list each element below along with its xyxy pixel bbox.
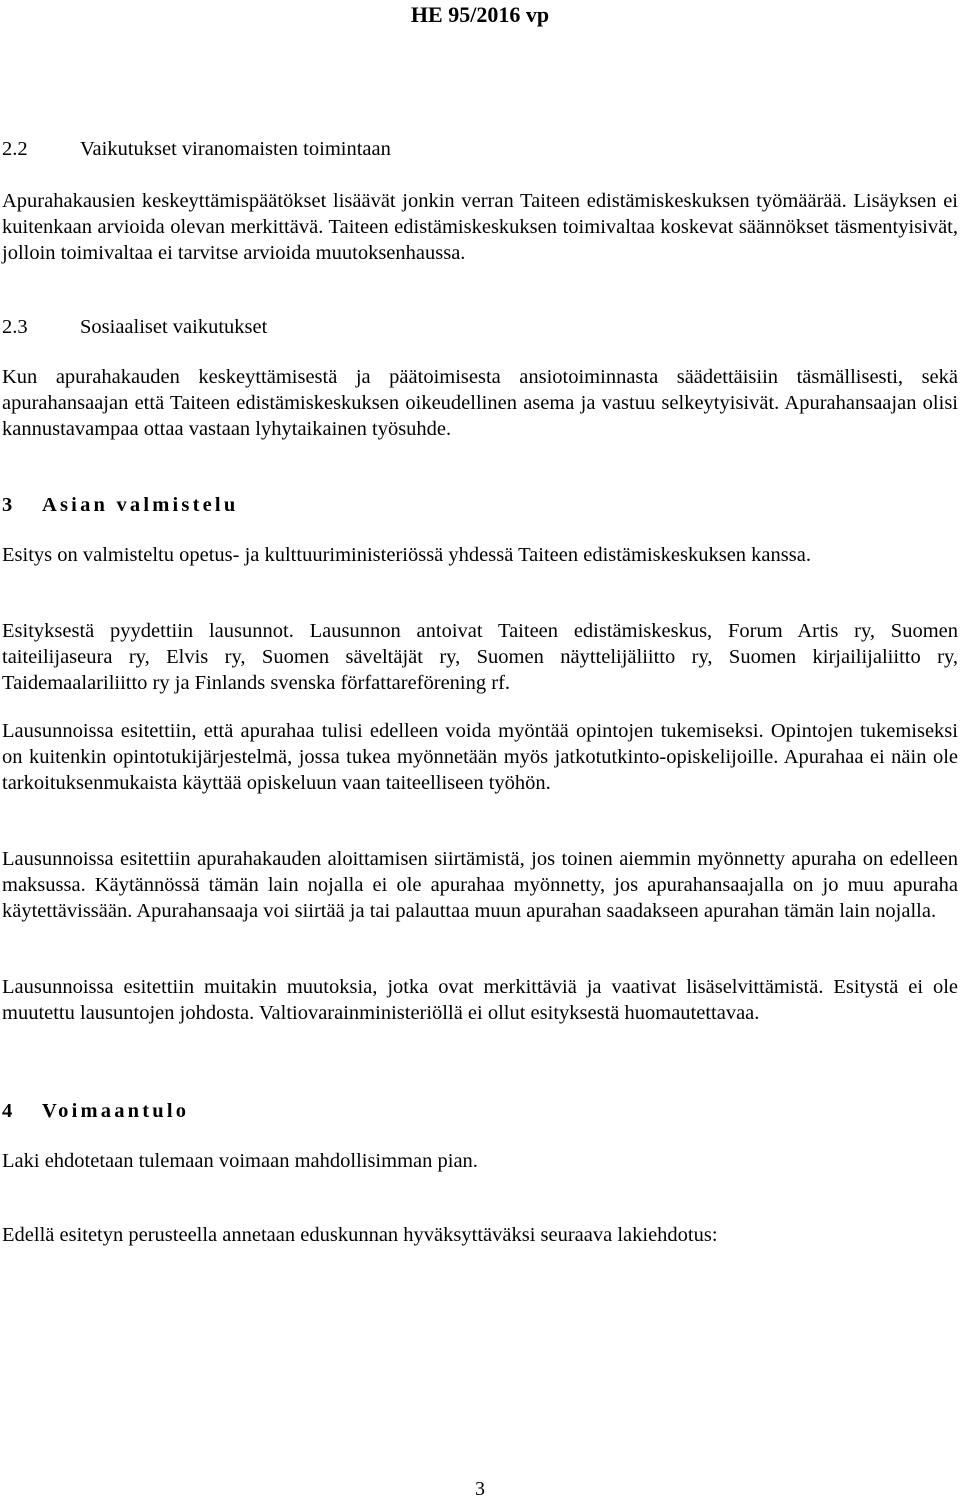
section-2-2-paragraph: Apurahakausien keskeyttämispäätökset lisäävät jonkin verran Taiteen edistämiskeskuksen työmäärää. Lisäyksen ei kuitenkaan arvioida olevan merkittävä. Taiteen edistämiskeskuksen toimivaltaa koskevat säännökset täsmentyisivät, jolloin toimivaltaa ei tarvitse arvioida muutoksenhaussa. (2, 190, 958, 264)
section-title: Asian valmistelu (42, 494, 239, 516)
section-title: Voimaantulo (42, 1100, 190, 1122)
closing-statement: Edellä esitetyn perusteella annetaan eduskunnan hyväksyttäväksi seuraava lakiehdotus: (2, 1224, 718, 1246)
page-number: 3 (475, 1478, 485, 1500)
section-number: 4 (2, 1100, 16, 1122)
section-4-paragraph: Laki ehdotetaan tulemaan voimaan mahdollisimman pian. (2, 1150, 478, 1172)
section-2-3-heading (2, 314, 958, 340)
section-number: 2.2 (2, 138, 28, 160)
section-2-2-heading (2, 136, 958, 162)
section-3-heading (2, 492, 958, 518)
section-3-paragraph-4: Lausunnoissa esitettiin apurahakauden aloittamisen siirtämistä, jos toinen aiemmin myönnetty apuraha on edelleen maksussa. Käytännössä tämän lain nojalla ei ole apurahaa myönnetty, jos apurahansaajalla on jo muu apuraha käytettävissään. Apurahansaaja voi siirtää ja tai palauttaa muun apurahan saadakseen apurahan tämän lain nojalla. (2, 848, 958, 922)
section-title: Sosiaaliset vaikutukset (80, 316, 268, 338)
section-number: 2.3 (2, 316, 28, 338)
section-number: 3 (2, 494, 16, 516)
section-2-3-paragraph: Kun apurahakauden keskeyttämisestä ja päätoimisesta ansiotoiminnasta säädettäisiin täsmällisesti, sekä apurahansaajan että Taiteen edistämiskeskuksen oikeudellinen asema ja vastuu selkeytyisivät. Apurahansaajan olisi kannustavampaa ottaa vastaan lyhytaikainen työsuhde. (2, 366, 958, 440)
section-title: Vaikutukset viranomaisten toimintaan (80, 138, 391, 160)
section-4-heading (2, 1098, 958, 1124)
section-3-paragraph-1: Esitys on valmisteltu opetus- ja kulttuuriministeriössä yhdessä Taiteen edistämiskeskuksen kanssa. (2, 544, 811, 566)
section-3-paragraph-5: Lausunnoissa esitettiin muitakin muutoksia, jotka ovat merkittäviä ja vaativat lisäselvittämistä. Esitystä ei ole muutettu lausuntojen johdosta. Valtiovarainministeriöllä ei ollut esityksestä huomautettavaa. (2, 976, 958, 1024)
document-id-header: HE 95/2016 vp (410, 2, 550, 27)
section-3-paragraph-2: Esityksestä pyydettiin lausunnot. Lausunnon antoivat Taiteen edistämiskeskus, Forum Artis ry, Suomen taiteilijaseura ry, Elvis ry, Suomen säveltäjät ry, Suomen näyttelijäliitto ry, Suomen kirjailijaliitto ry, Taidemaalariliitto ry ja Finlands svenska författareförening rf. (2, 620, 958, 694)
section-3-paragraph-3: Lausunnoissa esitettiin, että apurahaa tulisi edelleen voida myöntää opintojen tukemiseksi. Opintojen tukemiseksi on kuitenkin opintotukijärjestelmä, jossa tukea myönnetään myös jatkotutkinto-opiskelijoille. Apurahaa ei näin ole tarkoituksenmukaista käyttää opiskeluun vaan taiteelliseen työhön. (2, 720, 958, 794)
